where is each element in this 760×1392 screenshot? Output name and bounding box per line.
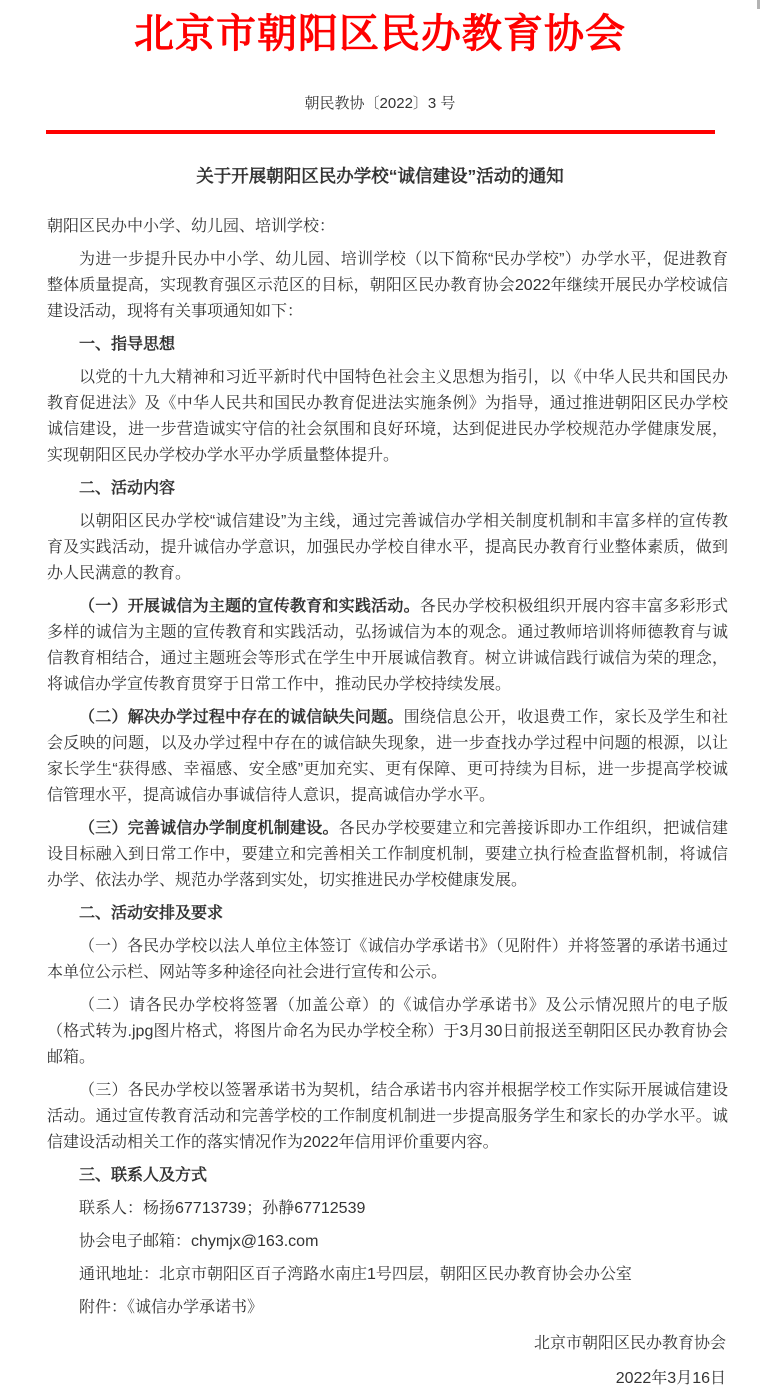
- notice-title: 关于开展朝阳区民办学校“诚信建设”活动的通知: [196, 166, 564, 186]
- heading-guiding-ideology: 一、指导思想: [79, 336, 176, 353]
- activity-content-paragraph: 以朝阳区民办学校“诚信建设”为主线，通过完善诚信办学相关制度机制和丰富多样的宣传教育及实践活动，提升诚信办学意识，加强民办学校自律水平，提高民办教育行业整体素质，做到办人民满意的教育。: [47, 513, 728, 582]
- signature-date: 2022年3月16日: [615, 1370, 726, 1387]
- signature-org: 北京市朝阳区民办教育协会: [533, 1335, 726, 1352]
- paragraph-bold-lead: （二）解决办学过程中存在的诚信缺失问题。: [79, 709, 404, 726]
- heading-contacts: 三、联系人及方式: [79, 1167, 208, 1184]
- contact-address-line: 通讯地址：北京市朝阳区百子湾路水南庄1号四层，朝阳区民办教育协会办公室: [79, 1266, 632, 1283]
- content-item-1-publicity-education: （一）开展诚信为主题的宣传教育和实践活动。各民办学校积极组织开展内容丰富多彩形式多样的诚信为主题的宣传教育和实践活动，弘扬诚信为本的观念。通过教师培训将师德教育与诚信教育相结合，通过主题班会等形式在学生中开展诚信教育。树立讲诚信践行诚信为荣的理念，将诚信办学宣传教育贯穿于日常工作中，推动民办学校持续发展。: [47, 598, 728, 693]
- signature-block: [47, 1331, 728, 1392]
- attachment-line: 附件：《诚信办学承诺书》: [79, 1299, 264, 1316]
- guiding-ideology-paragraph: 以党的十九大精神和习近平新时代中国特色社会主义思想为指引，以《中华人民共和国民办教育促进法》及《中华人民共和国民办教育促进法实施条例》为指导，通过推进朝阳区民办学校诚信建设，进一步营造诚实守信的社会氛围和良好环境，达到促进民办学校规范办学健康发展，实现朝阳区民办学校办学水平办学质量整体提升。: [47, 369, 728, 464]
- heading-arrangements-requirements: 二、活动安排及要求: [79, 905, 224, 922]
- arrangement-item-3-carry-out-activities: （三）各民办学校以签署承诺书为契机，结合承诺书内容并根据学校工作实际开展诚信建设活动。通过宣传教育活动和完善学校的工作制度机制进一步提高服务学生和家长的办学水平。诚信建设活动相关工作的落实情况作为2022年信用评价重要内容。: [47, 1082, 728, 1151]
- paragraph-bold-lead: （一）开展诚信为主题的宣传教育和实践活动。: [79, 598, 420, 615]
- red-divider: [46, 130, 715, 134]
- notice-body: [0, 214, 760, 1392]
- doc-number: 朝民教协〔2022〕3 号: [304, 95, 456, 112]
- contact-email-line: 协会电子邮箱：chymjx@163.com: [79, 1233, 319, 1250]
- arrangement-item-2-submit-electronic-copy: （二）请各民办学校将签署（加盖公章）的《诚信办学承诺书》及公示情况照片的电子版（格式转为.jpg图片格式，将图片命名为民办学校全称）于3月30日前报送至朝阳区民办教育协会邮箱。: [47, 997, 728, 1066]
- org-title: 北京市朝阳区民办教育协会: [134, 11, 626, 56]
- content-item-2-integrity-deficit: （二）解决办学过程中存在的诚信缺失问题。围绕信息公开，收退费工作，家长及学生和社会反映的问题，以及办学过程中存在的诚信缺失现象，进一步查找办学过程中问题的根源，以让家长学生“获得感、幸福感、安全感”更加充实、更有保障、更可持续为目标，进一步提高学校诚信管理水平，提高诚信办事诚信待人意识，提高诚信办学水平。: [47, 709, 728, 804]
- notice-paragraphs: [47, 247, 728, 1321]
- arrangement-item-1-sign-commitment: （一）各民办学校以法人单位主体签订《诚信办学承诺书》（见附件）并将签署的承诺书通过本单位公示栏、网站等多种途径向社会进行宣传和公示。: [47, 938, 728, 981]
- salutation: 朝阳区民办中小学、幼儿园、培训学校：: [47, 218, 336, 235]
- heading-activity-content: 二、活动内容: [79, 480, 176, 497]
- paragraph-bold-lead: （三）完善诚信办学制度机制建设。: [79, 820, 339, 837]
- intro-paragraph: 为进一步提升民办中小学、幼儿园、培训学校（以下简称“民办学校”）办学水平，促进教育整体质量提高，实现教育强区示范区的目标，朝阳区民办教育协会2022年继续开展民办学校诚信建设活动，现将有关事项通知如下：: [47, 251, 728, 320]
- content-item-3-system-mechanism: （三）完善诚信办学制度机制建设。各民办学校要建立和完善接诉即办工作组织，把诚信建设目标融入到日常工作中，要建立和完善相关工作制度机制，要建立执行检查监督机制，将诚信办学、依法办学、规范办学落到实处，切实推进民办学校健康发展。: [47, 820, 728, 889]
- contact-person-line: 联系人：杨扬67713739；孙静67712539: [79, 1200, 366, 1217]
